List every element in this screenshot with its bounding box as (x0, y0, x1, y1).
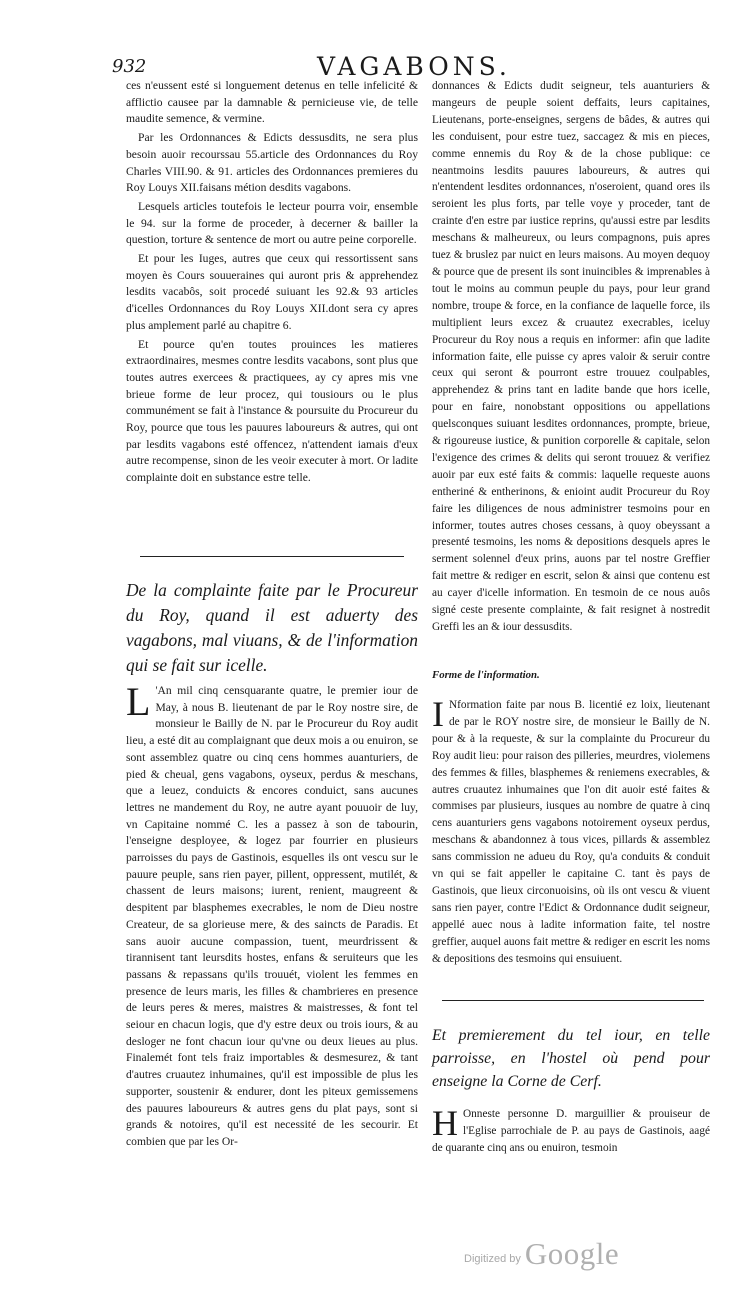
left-paragraph: Et pource qu'en toutes prouinces les matieres extraordinaires, mesmes contre lesdits vacabons, sont plus que toutes autres exercees & practiquees, ay cy apres mis vne brieue forme de leur procez, qui tousiours ou le plus communément se fait à l'instance & poursuite du Procureur du Roy, pource que tous les pauures laboureurs & autres, qui ont par lesdits vagabons esté offencez, n'attendent iamais d'eux autre recompense, sinon de les veoir executer à mort. Or ladite complainte doit en substance estre telle. (126, 337, 418, 485)
running-title: VAGABONS. (317, 52, 511, 81)
left-paragraph: ces n'eussent esté si longuement detenus en telle infelicité & afflictio causee par la damnable & pernicieuse vie, de telle maudite semence, & vermine. (126, 79, 418, 126)
left-complaint-block (126, 679, 418, 1151)
section-divider (442, 1000, 704, 1001)
right-section-heading-block (432, 1024, 710, 1093)
left-paragraph: Lesquels articles toutefois le lecteur pourra voir, ensemble le 94. sur la forme de proceder, à decerner & bailler la question, torture & sentence de mort ou autre peine corporelle. (126, 199, 418, 247)
drop-cap: I (432, 694, 444, 734)
left-paragraph: Par les Ordonnances & Edicts dessusdits, ne sera plus besoin auoir recourssau 55.article des Ordonnances du Roy Charles VIII.90. & 91. articles des Ordonnances premieres du Roy Louys XII.faisans métion desdits vagabons. (126, 131, 418, 195)
witness-text: Onneste personne D. marguillier & prouiseur de l'Eglise parrochiale de P. au pays de Gastinois, aagé de quarante cinq ans ou enuiron, tesmoin (432, 1108, 710, 1154)
right-column (432, 78, 710, 636)
watermark-prefix: Digitized by (464, 1253, 521, 1265)
drop-cap: H (432, 1103, 458, 1143)
information-block (432, 694, 710, 968)
section-heading: De la complainte faite par le Procureur du Roy, quand il est aduerty des vagabons, mal viuans, & de l'information qui se fait sur icelle. (126, 580, 418, 675)
google-logo: Google (524, 1236, 620, 1271)
section-heading: Et premierement du tel iour, en telle parroisse, en l'hostel où pend pour enseigne la Corne de Cerf. (432, 1027, 710, 1090)
left-section-heading-block (126, 578, 418, 678)
complaint-text: 'An mil cinq censquarante quatre, le premier iour de May, à nous B. lieutenant de par le Roy nostre sire, de monsieur le Bailly de N. par le Procureur du Roy audit lieu, a esté dit au complaignant que deux mois a ou enuiron, se sont assemblez quatre ou cinq cens hommes auanturiers, de pied & cheual, gens vagabons, oyseux, perdus & meschans, que a leuez, conduicts & encores conduict, sans aucunes lettres ne mandement du Roy, ne autre ayant pouuoir de luy, vn Capitaine nommé C. les a passez à son de tabourin, l'enseigne desployee, & logez par fourrier en plusieurs parroisses du pays de Gastinois, esquelles ils ont vescu sur le pauure peuple, sans rien payer, pillent, oppressent, mutilét, & chassent de leurs maisons; iurent, renient, maugreent & despitent par blasphemes execrables, le nom de Dieu nostre Createur, de sa glorieuse mere, & des saincts de Paradis. Et sans auoir aucune compassion, tuent, meurdrissent & tirannisent tant leursdits hostes, enfans & seruiteurs que les passans & repassans qu'ils trouuét, violent les femmes en presence de leurs maris, les filles & chambrieres en presence de leurs peres & meres, maistres & maistresses, & font tel seiour en chacun logis, que d'y estre deux ou trois iours, & au desloger ne font chacun iour qu'vne ou deux lieues au plus. Finalemét font tels fraiz importables & desmesurez, & tant d'autres cruautez inhumaines, qu'il est impossible de plus les supporter, soustenir & endurer, dont les piteux gemissemens des pauures laboureurs & autres gens du plat pays, sont si grands & notoires, qu'il est necessité de les secourir. Et combien que par les Or- (126, 684, 418, 1148)
information-text: Nformation faite par nous B. licentié ez loix, lieutenant de par le ROY nostre sire, de monsieur le Bailly de N. pour & à la requeste, & sur la complainte du Procureur du Roy audit lieu: pour raison des pilleries, meurdres, violemens des femmes & filles, blasphemes & reniemens execrables, & autres cruautez inhumaines que l'on dit auoir esté faites & commises par plusieurs, iusques au nombre de quatre à cinq cens auanturiers gens vagabons notoirement oyseux perdus, meschans & abandonnez à tous vices, pillards & assemblez sans commission ne adueu du Roy, qu'a conduits & conduit vn qui se fait appeller le capitaine C. tant ès pays de Gastinois, que lieux circonuoisins, où ils ont vescu & viuent sans rien payer, contre l'Edict & Ordonnance dudit seigneur, appellé auec nous à ladite information faite, tel nostre greffier, auquel auons fait mettre & rediger en escrit les noms & depositions des tesmoins qui ensuiuent. (432, 699, 710, 965)
page-header (112, 52, 702, 80)
witness-block (432, 1103, 710, 1157)
google-watermark (464, 1236, 619, 1272)
form-title: Forme de l'information. (432, 669, 540, 681)
drop-cap: L (126, 679, 151, 724)
section-divider (140, 556, 404, 557)
form-title-block (432, 668, 710, 682)
page-number: 932 (112, 56, 147, 77)
left-column (126, 78, 418, 487)
left-paragraph: Et pour les Iuges, autres que ceux qui ressortissent sans moyen ès Cours souueraines qui auront pris & apprehendez lesdits vacabôs, soit procedé suiuant les 92.& 93 articles d'icelles Ordonnances du Roy Louys XII.dont sera cy apres plus amplement parlé au chapitre 6. (126, 252, 418, 332)
right-paragraph: donnances & Edicts dudit seigneur, tels auanturiers & mangeurs de peuple soient deffaits, leurs capitaines, Lieutenans, porte-enseignes, sergens de bâdes, & autres qui les conduisent, pour estre tuez, saccagez & mis en pieces, comme ennemis du Roy & de la chose publique: ce neantmoins lesdits pauures laboureurs, & autres qui n'entendent lesdites ordonnances, n'oseroient, quand ores ils seroient les plus forts, par telle voye y proceder, tant de crainte d'en estre par iustice reprins, qu'aussi estre par lesdits meschans & malheureux, ou leurs compagnons, puis apres tuez & bruslez par nuict en leurs maisons. Au moyen dequoy & pource que de present ils sont inuincibles & imprenables à tout le moins au commun peuple du pays, pour leur grand nombre, troupe & force, en la confiance de laquelle force, ils multiplient leurs excez & cruautez execrables, iceluy Procureur du Roy nous a requis en informer: afin que ladite information faite, elle puisse cy apres valoir & seruir contre ceux qui seront & pourront estre trouuez coulpables, apprehendez & prins tant en ladite bande que hors icelle, pour en faire, nonobstant oppositions ou appellations quelsconques suiuant lesdites ordonnances, prompte, brieue, & rigoureuse iustice, & punition corporelle & capitale, selon l'exigence des crimes & delits qui seront trouuez & verifiez auoir par eux esté faits & commis: laquelle requeste auons entheriné & entherinons, & enioint audit Procureur du Roy faire les diligences de nous administrer tesmoins pour en informer, toutes autres choses cessans, à quoy obeyssant a presenté tesmoins, les noms & depositions desquels apres le serment solennel d'eux prins, auons par tel nostre Greffier fait mettre & rediger en escrit, selon & ainsi que contenu est au cayer d'icelle information. En tesmoin de ce nous auôs signé ceste presente complainte, & fait resignet à nostredit Greffi les an & iour dessusdits. (432, 80, 710, 633)
